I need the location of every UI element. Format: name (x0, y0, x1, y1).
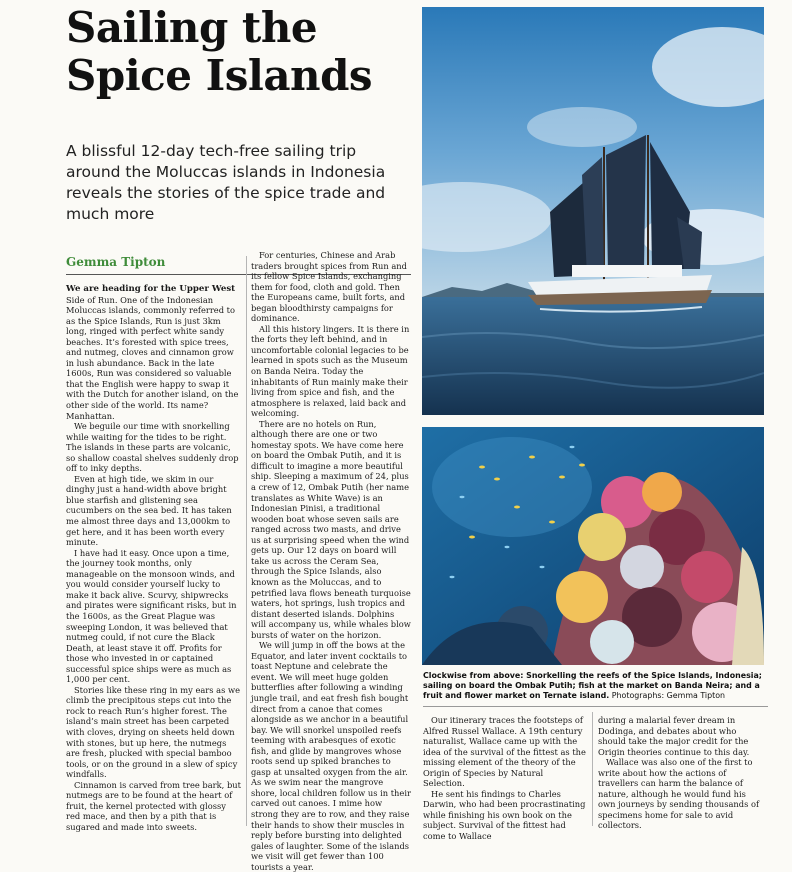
byline: Gemma Tipton (66, 255, 166, 269)
headline-line-2: Spice Islands (66, 51, 373, 100)
column-divider (592, 712, 593, 826)
article-column-1 (66, 283, 242, 832)
caption-credit: Photographs: Gemma Tipton (611, 691, 726, 700)
headline-line-1: Sailing the (66, 3, 318, 52)
coral-reef-photo (422, 427, 764, 665)
article-column-3 (423, 715, 587, 842)
article-column-2 (251, 250, 411, 872)
paragraph: We beguile our time with snorkelling while waiting for the tides to be right. The islands in these parts are volcanic, so shallow coastal shelves suddenly drop off to inky depths. (66, 421, 239, 474)
caption-rule (423, 706, 768, 707)
lead-in: We are heading for the Upper West (66, 284, 236, 294)
paragraph: There are no hotels on Run, although there are one or two homestay spots. We have come here on board the Ombak Putih, and it is difficult to imagine a more beautiful ship. Sleeping a maximum of 24, plus a crew of 12, Ombak Putih (her name translates as White Wave) is an Indonesian Pinisi, a traditional wooden boat whose seven sails are ranged across two masts, and drive us at surprising speed when the wind gets up. Our 12 days on board will take us across the Ceram Sea, through the Spice Islands, also known as the Moluccas, and to petrified lava flows beneath turquoise waters, hot springs, lush tropics and distant deserted islands. Dolphins will accompany us, while whales blow bursts of water on the horizon. (251, 418, 411, 640)
paragraph: Side of Run. One of the Indonesian Moluccas islands, commonly referred to as the Spice Islands, Run is just 3km long, ringed with perfect white sandy beaches. It’s forested with spice trees, and nutmeg, cloves and cinnamon grow in lush abundance. Back in the late 1600s, Run was considered so valuable that the English were happy to swap it with the Dutch for another island, on the other side of the world. Its name? Manhattan. (66, 294, 239, 421)
paragraph: during a malarial fever dream in Dodinga, and debates about who should take the major credit for the Origin theories continue to this day. (598, 715, 750, 757)
paragraph: Cinnamon is carved from tree bark, but nutmegs are to be found at the heart of fruit, the kernel protected with glossy red mace, and then by a pith that is sugared and made into sweets. (66, 779, 241, 832)
article-column-4 (598, 715, 764, 831)
paragraph: We will jump in off the bows at the Equator, and later invent cocktails to toast Neptune and celebrate the event. We will meet huge golden butterflies after following a winding jungle trail, and eat fresh fish bought direct from a canoe that comes alongside as we anchor in a beautiful bay. We will snorkel unspoiled reefs teeming with arabesques of exotic fish, and glide by mangroves whose roots send up spiked branches to gasp at unsalted oxygen from the air. As we swim near the mangrove shore, local children follow us in their carved out canoes. I mime how strong they are to row, and they raise their hands to show their muscles in reply before bursting into delighted gales of laughter. Some of the islands we visit will get fewer than 100 tourists a year. (251, 640, 411, 872)
sailing-ship-photo (422, 7, 764, 415)
paragraph: For centuries, Chinese and Arab traders brought spices from Run and its fellow Spice Islands, exchanging them for food, cloth and gold. Then the Europeans came, built forts, and began bloodthirsty campaigns for dominance. (251, 250, 407, 324)
caption-text: Clockwise from above: Snorkelling the reefs of the Spice Islands, Indonesia; sailing on board the Ombak Putih; fish at the market on Banda Neira; and a fruit and flower market on Ternate island. (423, 671, 762, 700)
column-divider (246, 256, 247, 826)
paragraph: Wallace was also one of the first to write about how the actions of travellers can harm the balance of nature, although he would fund his own journeys by sending thousands of specimens home for sale to avid collectors. (598, 757, 760, 831)
photo-caption (423, 671, 768, 701)
paragraph: Our itinerary traces the footsteps of Alfred Russel Wallace. A 19th century naturalist, Wallace came up with the idea of the survival of the fittest as the missing element of the theory of the Origin of Species by Natural Selection. (423, 715, 586, 789)
paragraph: He sent his findings to Charles Darwin, who had been procrastinating while finishing his own book on the subject. Survival of the fittest had come to Wallace (423, 788, 586, 842)
standfirst: A blissful 12-day tech-free sailing trip around the Moluccas islands in Indonesia reveals the stories of the spice trade and much more (66, 142, 386, 223)
paragraph: Even at high tide, we skim in our dinghy just a hand-width above bright blue starfish and glistening sea cucumbers on the sea bed. It has taken me almost three days and 13,000km to get here, and it has been worth every minute. (66, 473, 232, 548)
paragraph: I have had it easy. Once upon a time, the journey took months, only manageable on the monsoon winds, and you would consider yourself lucky to make it back alive. Scurvy, shipwrecks and pirates were significant risks, but in the 1600s, as the Great Plague was sweeping London, it was believed that nutmeg could, if not cure the Black Death, at least stave it off. Profits for those who invested in or captained successful spice ships were as much as 1,000 per cent. (66, 547, 237, 685)
headline (66, 4, 416, 100)
paragraph: Stories like these ring in my ears as we climb the precipitous steps cut into the rock to reach Run’s higher forest. The island’s main street has been carpeted with cloves, drying on sheets held down with stones, but up here, the nutmegs are fresh, plucked with special bamboo tools, or on the ground in a slew of spicy windfalls. (66, 684, 241, 780)
paragraph: All this history lingers. It is there in the forts they left behind, and in uncomfortable colonial legacies to be learned in spots such as the Museum on Banda Neira. Today the inhabitants of Run mainly make their living from spice and fish, and the atmosphere is relaxed, laid back and welcoming. (251, 323, 410, 419)
